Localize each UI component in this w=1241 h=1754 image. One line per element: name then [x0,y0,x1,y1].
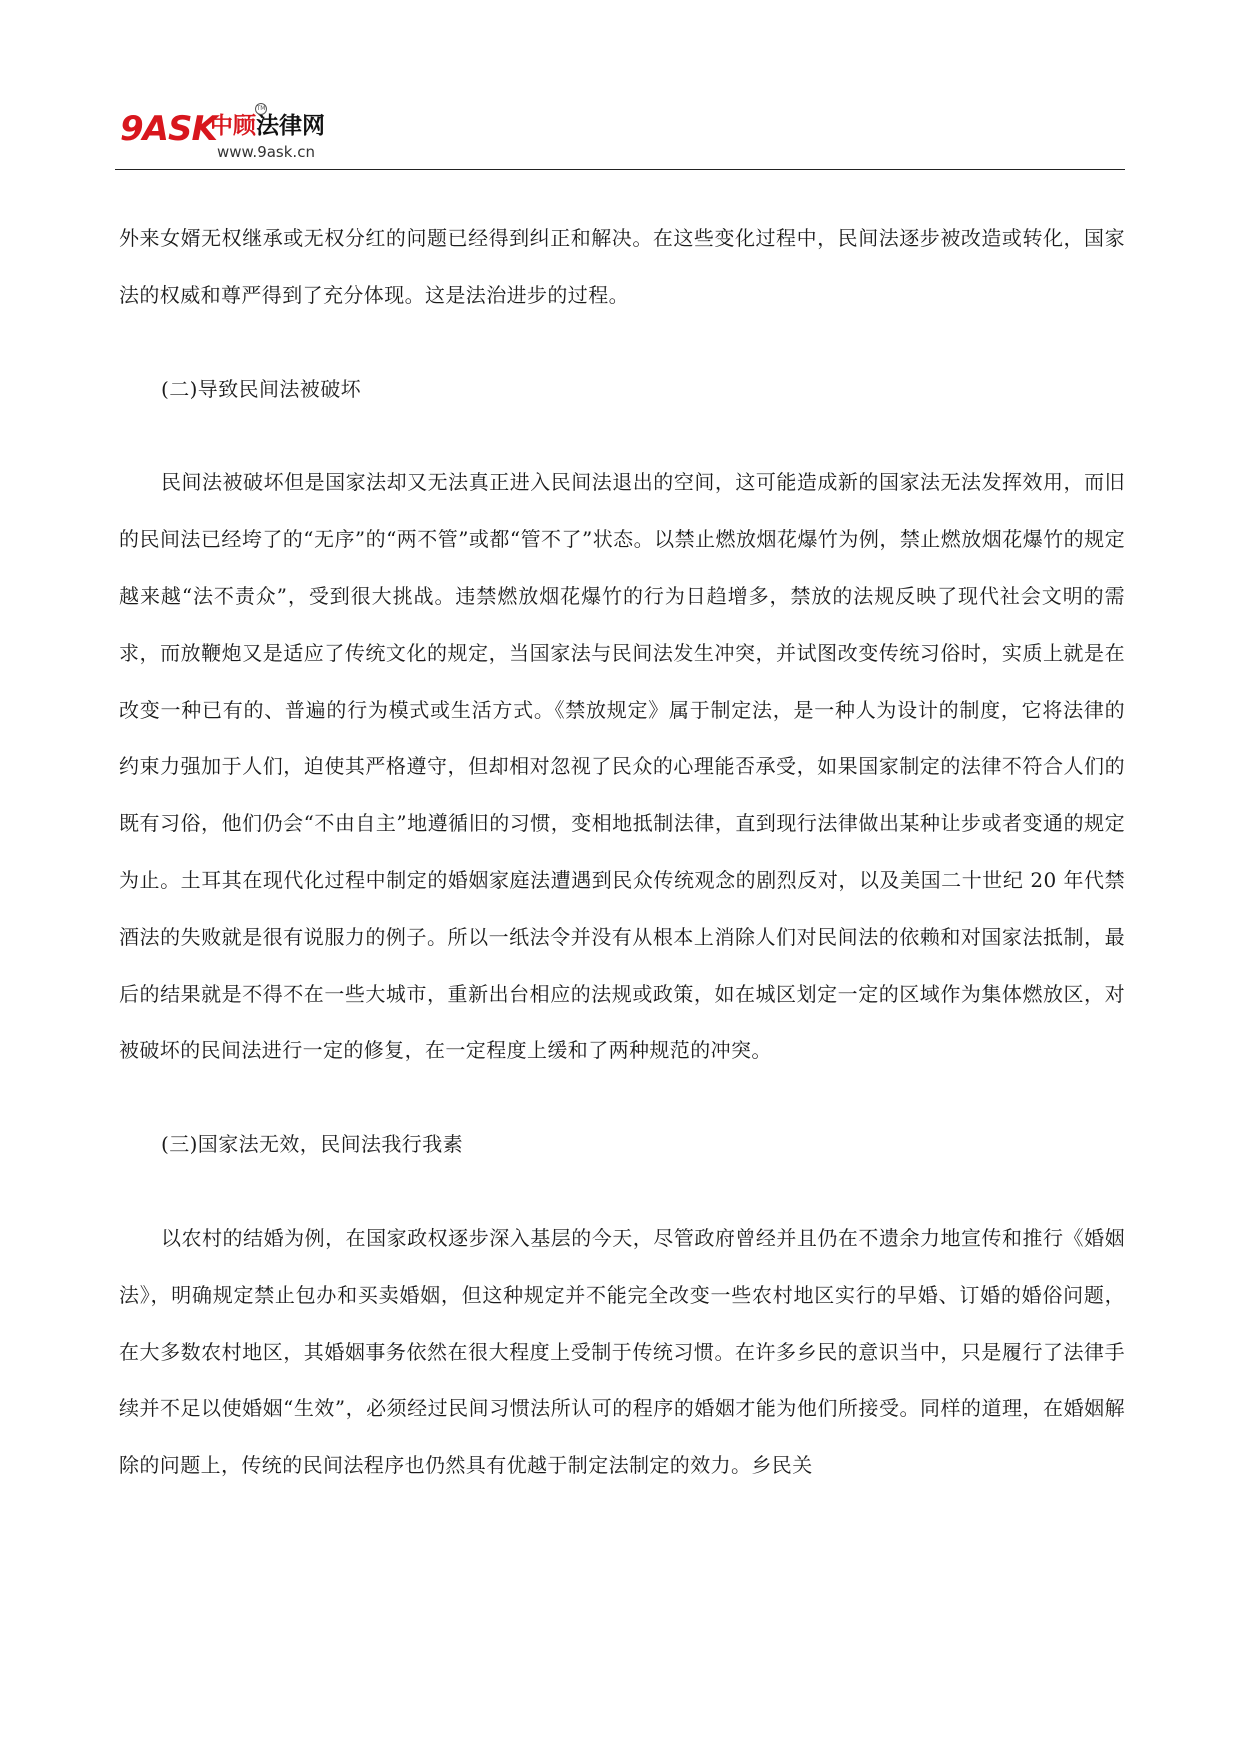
logo-name-a: 中顾 [210,113,256,139]
logo-name [210,111,370,141]
paragraph-1: 外来女婿无权继承或无权分红的问题已经得到纠正和解决。在这些变化过程中，民间法逐步被改造或转化，国家法的权威和尊严得到了充分体现。这是法治进步的过程。 [119,226,1125,307]
header-divider [115,169,1125,170]
page-header [120,95,1125,171]
site-logo[interactable] [120,103,350,163]
section-heading-3: (三)国家法无效，民间法我行我素 [161,1132,464,1157]
logo-url: www.9ask.cn [217,143,315,161]
section-heading-2: (二)导致民间法被破坏 [161,376,362,401]
logo-name-b: 法律网 [256,113,325,139]
trademark-icon: TM [255,103,267,115]
paragraph-2: 民间法被破坏但是国家法却又无法真正进入民间法退出的空间，这可能造成新的国家法无法发挥效用，而旧的民间法已经垮了的“无序”的“两不管”或都“管不了”状态。以禁止燃放烟花爆竹为例，禁止燃放烟花爆竹的规定越来越“法不责众”，受到很大挑战。违禁燃放烟花爆竹的行为日趋增多，禁放的法规反映了现代社会文明的需求，而放鞭炮又是适应了传统文化的规定，当国家法与民间法发生冲突，并试图改变传统习俗时，实质上就是在改变一种已有的、普遍的行为模式或生活方式。《禁放规定》属于制定法，是一种人为设计的制度，它将法律的约束力强加于人们，迫使其严格遵守，但却相对忽视了民众的心理能否承受，如果国家制定的法律不符合人们的既有习俗，他们仍会“不由自主”地遵循旧的习惯，变相地抵制法律，直到现行法律做出某种让步或者变通的规定为止。土耳其在现代化过程中制定的婚姻家庭法遭遇到民众传统观念的剧烈反对，以及美国二十世纪 20 年代禁酒法的失败就是很有说服力的例子。所以一纸法令并没有从根本上消除人们对民间法的依赖和对国家法抵制，最后的结果就是不得不在一些大城市，重新出台相应的法规或政策，如在城区划定一定的区域作为集体燃放区，对被破坏的民间法进行一定的修复，在一定程度上缓和了两种规范的冲突。 [119,470,1125,1063]
paragraph-3: 以农村的结婚为例，在国家政权逐步深入基层的今天，尽管政府曾经并且仍在不遗余力地宣传和推行《婚姻法》，明确规定禁止包办和买卖婚姻，但这种规定并不能完全改变一些农村地区实行的早婚、订婚的婚俗问题，在大多数农村地区，其婚姻事务依然在很大程度上受制于传统习惯。在许多乡民的意识当中，只是履行了法律手续并不足以使婚姻“生效”，必须经过民间习惯法所认可的程序的婚姻才能为他们所接受。同样的道理，在婚姻解除的问题上，传统的民间法程序也仍然具有优越于制定法制定的效力。乡民关 [119,1225,1125,1478]
document-body [119,210,1125,1494]
logo-mark: 9ASK [120,109,217,149]
